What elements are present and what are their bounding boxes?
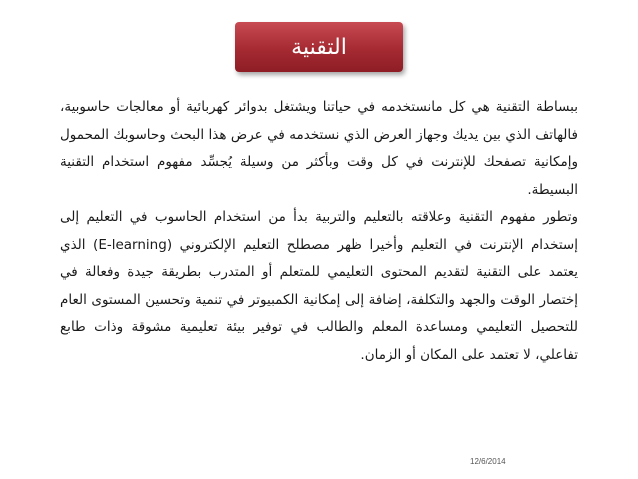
slide-title: التقنية (291, 34, 347, 60)
footer-date: 12/6/2014 (470, 457, 506, 466)
title-box (235, 22, 403, 72)
paragraph-intro: ببساطة التقنية هي كل مانستخدمه في حياتنا ويشتغل بدوائر كهربائية أو معالجات حاسوبية، فالهاتف الذي بين يديك وجهاز العرض الذي نستخدمه في عرض هذا البحث وحاسوبك المحمول وإمكانية تصفحك للإنترنت في كل وقت وبأكثر من وسيلة يُجسِّد مفهوم استخدام التقنية البسيطة. (60, 99, 578, 198)
paragraph-evolution: وتطور مفهوم التقنية وعلاقته بالتعليم والتربية بدأ من استخدام الحاسوب في التعليم إلى إستخدام الإنترنت في التعليم وأخيرا ظهر مصطلح التعليم الإلكتروني (E-learning) الذي يعتمد على التقنية لتقديم المحتوى التعليمي للمتعلم أو المتدرب بطريقة جيدة وفعالة في إختصار الوقت والجهد والتكلفة، إضافة إلى إمكانية الكمبيوتر في تنمية وتحسين المستوى العام للتحصيل التعليمي ومساعدة المعلم والطالب في توفير بيئة تعليمية مشوقة وذات طابع تفاعلي، لا تعتمد على المكان أو الزمان. (60, 209, 578, 363)
